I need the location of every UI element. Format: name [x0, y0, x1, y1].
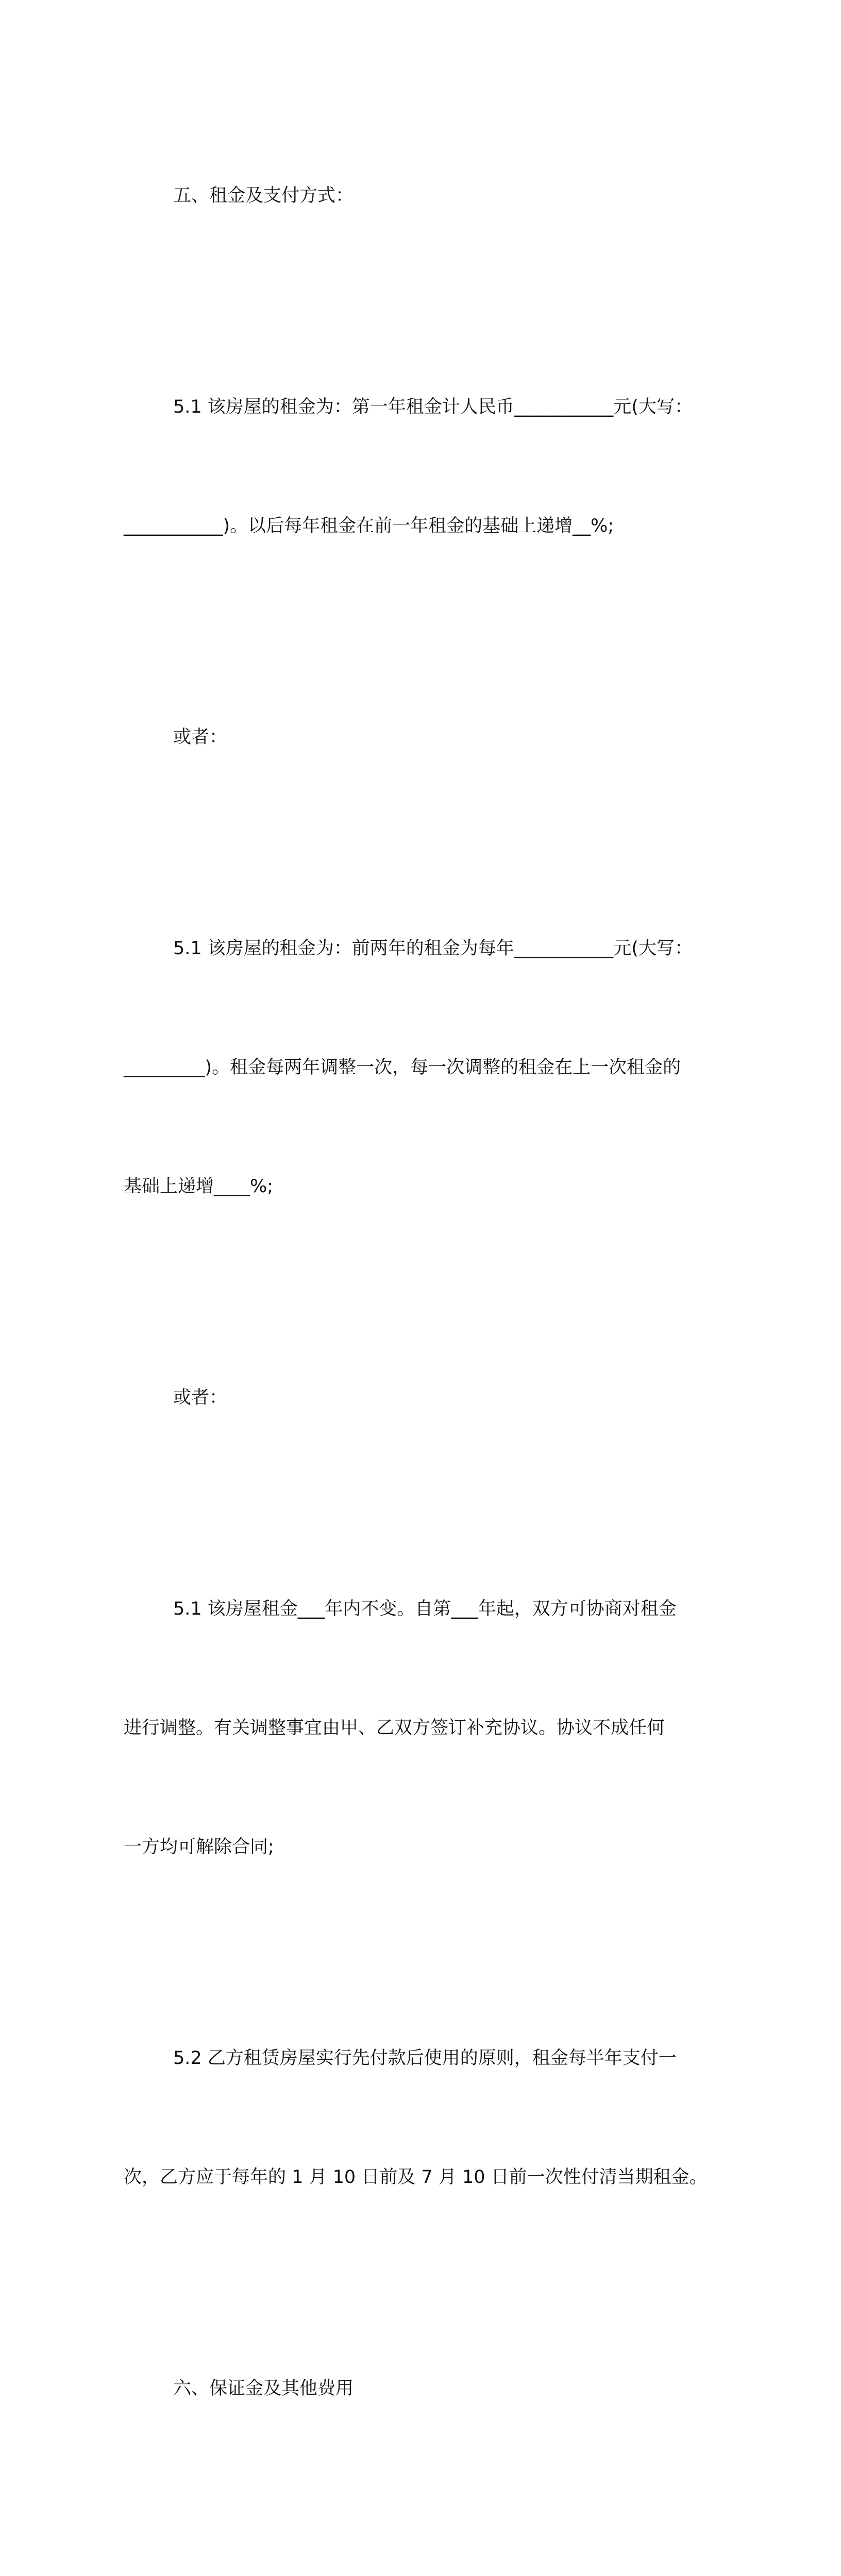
text-line: 六、保证金及其他费用 — [173, 2378, 354, 2399]
text-line: 5.2 乙方租赁房屋实行先付款后使用的原则，租金每半年支付一 — [173, 2048, 677, 2069]
text-line: ___________)。以后每年租金在前一年租金的基础上递增__%; — [124, 516, 614, 536]
text-line: 或者： — [173, 1387, 228, 1408]
clause-5-2 — [124, 1959, 717, 2277]
section-heading-rent — [124, 97, 717, 295]
text-line: 或者： — [173, 727, 228, 748]
text-line: 基础上递增____%; — [124, 1176, 274, 1197]
text-line: 进行调整。有关调整事宜由甲、乙双方签订补充协议。协议不成任何 — [124, 1718, 665, 1738]
section-heading-deposit — [124, 2290, 717, 2488]
clause-5-1-option-c — [124, 1510, 717, 1946]
text-line: _________)。租金每两年调整一次，每一次调整的租金在上一次租金的 — [124, 1057, 681, 1078]
clause-6-1 — [124, 2501, 717, 2576]
clause-5-1-option-a — [124, 308, 717, 625]
text-line: 次，乙方应于每年的 1 月 10 日前及 7 月 10 日前一次性付清当期租金。 — [124, 2167, 708, 2188]
text-line: 五、租金及支付方式： — [173, 185, 354, 206]
text-line: 5.1 该房屋的租金为：第一年租金计人民币___________元(大写： — [173, 397, 693, 417]
text-line: 5.1 该房屋的租金为：前两年的租金为每年___________元(大写： — [173, 938, 693, 959]
clause-5-1-option-b — [124, 850, 717, 1286]
text-line: 一方均可解除合同; — [124, 1837, 274, 1857]
or-label — [124, 1299, 717, 1497]
or-label — [124, 638, 717, 837]
document-body — [124, 97, 717, 2576]
text-line: 5.1 该房屋租金___年内不变。自第___年起，双方可协商对租金 — [173, 1599, 677, 1619]
